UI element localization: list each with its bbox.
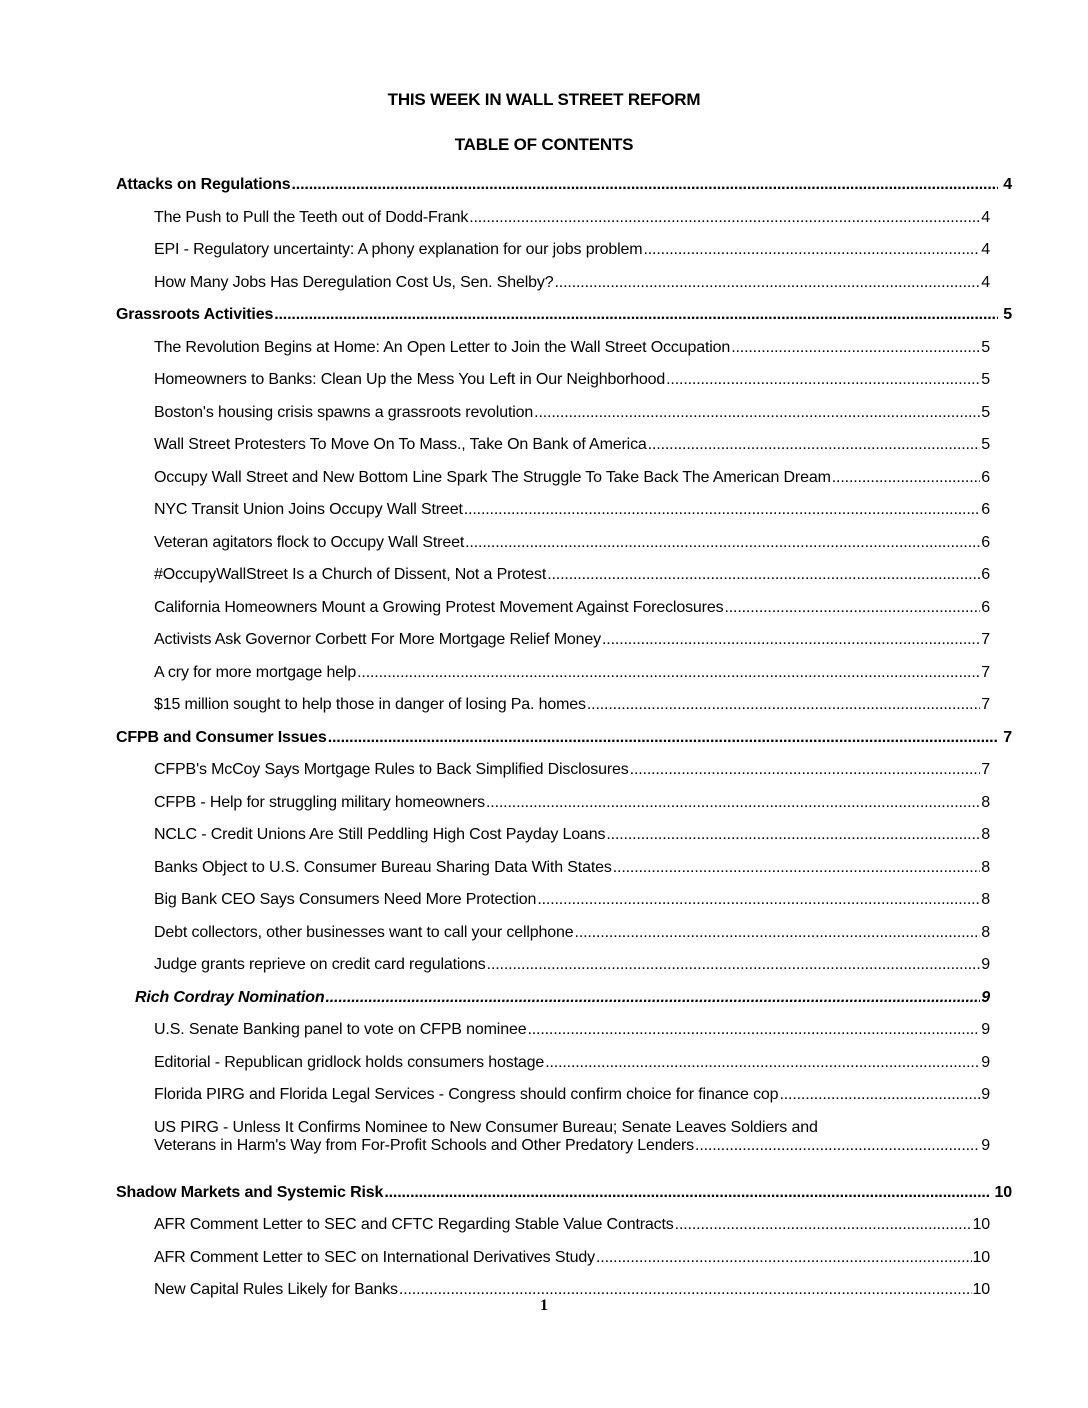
dot-leader	[779, 1086, 980, 1104]
toc-entry-article[interactable]	[154, 371, 990, 404]
toc-entry-page: 10	[972, 1281, 990, 1298]
toc-entry-page: 8	[981, 793, 990, 811]
toc-entry-title: How Many Jobs Has Deregulation Cost Us, Sen. Shelby?	[154, 273, 554, 291]
dot-leader	[328, 729, 999, 747]
toc-entry-title: AFR Comment Letter to SEC on International Derivatives Study	[154, 1248, 595, 1266]
toc-heading: TABLE OF CONTENTS	[454, 135, 634, 154]
toc-entry-page: 7	[981, 663, 990, 681]
toc-entry-section[interactable]	[116, 1184, 1012, 1217]
dot-leader	[587, 696, 980, 714]
toc-entry-page: 10	[994, 1183, 1012, 1201]
toc-entry-page: 7	[981, 631, 990, 648]
toc-entry-title: California Homeowners Mount a Growing Protest Movement Against Foreclosures	[154, 598, 724, 616]
toc-entry-title: #OccupyWallStreet Is a Church of Dissent, Not a Protest	[154, 566, 547, 583]
dot-leader	[545, 1054, 980, 1072]
toc-entry-article[interactable]	[154, 891, 990, 924]
dot-leader	[527, 1021, 980, 1039]
dot-leader	[648, 436, 981, 454]
toc-entry-article[interactable]	[154, 1249, 990, 1282]
toc-entry-article[interactable]	[154, 534, 990, 567]
toc-entry-article[interactable]	[154, 794, 990, 827]
toc-entry-page: 6	[981, 533, 990, 551]
toc-entry-title: Editorial - Republican gridlock holds consumers hostage	[154, 1053, 545, 1071]
toc-entry-title: NCLC - Credit Unions Are Still Peddling High Cost Payday Loans	[154, 826, 606, 843]
toc-entry-title: EPI - Regulatory uncertainty: A phony explanation for our jobs problem	[154, 241, 643, 258]
toc-entry-article[interactable]	[154, 274, 990, 307]
dot-leader	[675, 1216, 972, 1234]
dot-leader	[630, 761, 981, 779]
toc-entry-page: 5	[1003, 306, 1012, 323]
dot-leader	[547, 566, 980, 584]
toc-entry-title: AFR Comment Letter to SEC and CFTC Regarding Stable Value Contracts	[154, 1216, 674, 1233]
toc-entry-page: 4	[981, 208, 990, 226]
dot-leader	[731, 339, 980, 357]
toc-entry-title: Shadow Markets and Systemic Risk	[116, 1183, 384, 1201]
toc-entry-page: 8	[981, 923, 990, 941]
toc-entry-article[interactable]	[154, 436, 990, 469]
dot-leader	[724, 599, 980, 617]
document-title: THIS WEEK IN WALL STREET REFORM	[387, 90, 701, 109]
toc-entry-title: Veteran agitators flock to Occupy Wall Street	[154, 533, 465, 551]
dot-leader	[596, 1249, 972, 1267]
toc-entry-article[interactable]	[154, 469, 990, 502]
toc-entry-article[interactable]	[154, 1021, 990, 1054]
toc-entry-article[interactable]	[154, 339, 990, 372]
dot-leader	[643, 241, 980, 259]
toc-entry-page: 6	[981, 501, 990, 518]
toc-entry-article[interactable]	[154, 761, 990, 794]
toc-entry-title: NYC Transit Union Joins Occupy Wall Street	[154, 501, 463, 518]
toc-entry-title: Attacks on Regulations	[116, 176, 291, 193]
toc-entry-title: The Revolution Begins at Home: An Open Letter to Join the Wall Street Occupation	[154, 338, 731, 356]
toc-entry-article[interactable]	[154, 826, 990, 859]
toc-entry-section[interactable]	[116, 306, 1012, 339]
toc-entry-title: Boston's housing crisis spawns a grassroots revolution	[154, 403, 534, 421]
toc-entry-page: 9	[981, 1136, 990, 1154]
toc-entry-page: 9	[981, 1021, 990, 1038]
toc-entry-page: 8	[981, 826, 990, 843]
dot-leader	[606, 826, 980, 844]
dot-leader	[357, 664, 980, 682]
toc-entry-page: 6	[981, 598, 990, 616]
toc-entry-subsection[interactable]	[135, 989, 990, 1022]
dot-leader	[695, 1137, 980, 1155]
dot-leader	[575, 924, 981, 942]
toc-entry-title: Big Bank CEO Says Consumers Need More Protection	[154, 891, 537, 908]
dot-leader	[469, 209, 980, 227]
dot-leader	[555, 274, 981, 292]
toc-entry-title: Activists Ask Governor Corbett For More Mortgage Relief Money	[154, 631, 602, 648]
toc-entry-title: Occupy Wall Street and New Bottom Line Spark The Struggle To Take Back The American Dream	[154, 468, 831, 486]
dot-leader	[666, 371, 980, 389]
toc-entry-article[interactable]	[154, 664, 990, 697]
dot-leader	[602, 631, 980, 649]
dot-leader	[832, 469, 980, 487]
toc-entry-article[interactable]	[154, 209, 990, 242]
toc-entry-article[interactable]	[154, 696, 990, 729]
toc-entry-page: 9	[981, 1086, 990, 1103]
toc-entry-title: US PIRG - Unless It Confirms Nominee to New Consumer Bureau; Senate Leaves Soldiers and	[154, 1118, 818, 1136]
toc-entry-title: Homeowners to Banks: Clean Up the Mess You Left in Our Neighborhood	[154, 371, 666, 388]
toc-entry-article[interactable]	[154, 1054, 990, 1087]
toc-entry-article[interactable]	[154, 404, 990, 437]
toc-entry-article[interactable]	[154, 631, 990, 664]
toc-entry-page: 8	[981, 858, 990, 876]
toc-entry-article[interactable]	[154, 599, 990, 632]
toc-entry-article[interactable]	[154, 956, 990, 989]
toc-entry-page: 4	[1003, 176, 1012, 193]
toc-entry-page: 5	[981, 436, 990, 453]
toc-entry-article[interactable]	[154, 566, 990, 599]
toc-entry-title: Wall Street Protesters To Move On To Mass., Take On Bank of America	[154, 436, 647, 453]
toc-entry-article[interactable]	[154, 924, 990, 957]
toc-entry-title: A cry for more mortgage help	[154, 663, 357, 681]
toc-entry-title: Banks Object to U.S. Consumer Bureau Sharing Data With States	[154, 858, 612, 876]
toc-entry-article[interactable]	[154, 859, 990, 892]
dot-leader	[486, 794, 980, 812]
toc-entry-page: 7	[1003, 728, 1012, 746]
toc-entry-article[interactable]	[154, 1216, 990, 1249]
toc-entry-title: Debt collectors, other businesses want to call your cellphone	[154, 923, 574, 941]
toc-entry-page: 6	[981, 468, 990, 486]
toc-entry-page: 4	[981, 273, 990, 291]
dot-leader	[325, 989, 980, 1007]
toc-entry-page: 5	[981, 371, 990, 388]
toc-entry-title: Judge grants reprieve on credit card regulations	[154, 956, 486, 973]
toc-entry-article[interactable]	[154, 501, 990, 534]
dot-leader	[274, 306, 998, 324]
toc-entry-title: CFPB's McCoy Says Mortgage Rules to Back Simplified Disclosures	[154, 761, 629, 778]
toc-entry-title: Florida PIRG and Florida Legal Services - Congress should confirm choice for finance cop	[154, 1086, 779, 1103]
table-of-contents	[116, 176, 1012, 1314]
toc-entry-page: 8	[981, 891, 990, 908]
dot-leader	[465, 534, 980, 552]
toc-entry-title: The Push to Pull the Teeth out of Dodd-Frank	[154, 208, 469, 226]
dot-leader	[537, 891, 980, 909]
toc-entry-page: 10	[972, 1216, 990, 1233]
dot-leader	[534, 404, 980, 422]
dot-leader	[487, 956, 981, 974]
toc-entry-section[interactable]	[116, 729, 1012, 762]
toc-entry-article[interactable]	[154, 1119, 990, 1184]
toc-entry-title: Rich Cordray Nomination	[135, 988, 325, 1006]
toc-entry-article[interactable]	[154, 241, 990, 274]
toc-entry-page: 7	[981, 761, 990, 778]
toc-entry-title-continued: Veterans in Harm's Way from For-Profit Schools and Other Predatory Lenders	[154, 1136, 695, 1154]
toc-entry-title: $15 million sought to help those in danger of losing Pa. homes	[154, 696, 586, 713]
toc-entry-page: 9	[981, 988, 990, 1006]
toc-entry-title: New Capital Rules Likely for Banks	[154, 1281, 398, 1298]
toc-entry-article[interactable]	[154, 1086, 990, 1119]
dot-leader	[464, 501, 980, 519]
dot-leader	[292, 176, 999, 194]
dot-leader	[613, 859, 981, 877]
toc-entry-page: 7	[981, 696, 990, 713]
toc-entry-page: 4	[981, 241, 990, 258]
toc-entry-section[interactable]	[116, 176, 1012, 209]
toc-entry-page: 10	[972, 1248, 990, 1266]
toc-entry-page: 9	[981, 1053, 990, 1071]
toc-entry-title: Grassroots Activities	[116, 306, 274, 323]
toc-entry-title: CFPB and Consumer Issues	[116, 728, 327, 746]
toc-entry-page: 6	[981, 566, 990, 583]
dot-leader	[384, 1184, 989, 1202]
toc-entry-page: 5	[981, 338, 990, 356]
page-number: 1	[540, 1297, 548, 1314]
toc-entry-title: U.S. Senate Banking panel to vote on CFPB nominee	[154, 1021, 527, 1038]
toc-entry-page: 5	[981, 403, 990, 421]
toc-entry-page: 9	[981, 956, 990, 973]
toc-entry-title: CFPB - Help for struggling military homeowners	[154, 793, 485, 811]
